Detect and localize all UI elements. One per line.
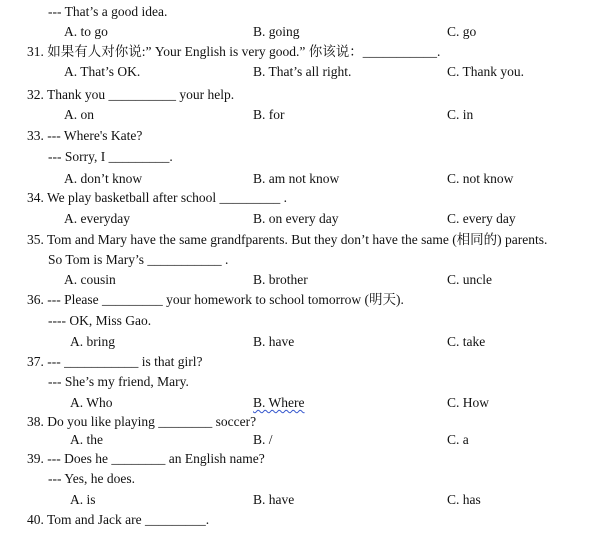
dialogue-line-36: ---- OK, Miss Gao.	[48, 313, 152, 328]
dialogue-line-33: --- Sorry, I _________.	[48, 149, 173, 164]
option-31-c: C. Thank you.	[447, 64, 524, 79]
option-30-b: B. going	[253, 24, 300, 39]
question-33: 33. --- Where's Kate?	[27, 128, 143, 143]
option-38-b: B. /	[253, 432, 273, 447]
question-38: 38. Do you like playing ________ soccer?	[27, 414, 257, 429]
question-34: 34. We play basketball after school _________ .	[27, 190, 287, 205]
option-39-c: C. has	[447, 492, 481, 507]
dialogue-line-30: --- That’s a good idea.	[48, 4, 168, 19]
question-36: 36. --- Please _________ your homework to school tomorrow (明天).	[27, 292, 404, 307]
question-37: 37. --- ___________ is that girl?	[27, 354, 203, 369]
dialogue-line-39: --- Yes, he does.	[48, 471, 135, 486]
option-33-a: A. don’t know	[64, 171, 143, 186]
question-39: 39. --- Does he ________ an English name?	[27, 451, 265, 466]
option-35-b: B. brother	[253, 272, 308, 287]
option-33-c: C. not know	[447, 171, 514, 186]
option-34-a: A. everyday	[64, 211, 130, 226]
option-30-c: C. go	[447, 24, 477, 39]
option-32-b: B. for	[253, 107, 285, 122]
option-38-c: C. a	[447, 432, 469, 447]
option-35-a: A. cousin	[64, 272, 116, 287]
option-34-c: C. every day	[447, 211, 516, 226]
option-34-b: B. on every day	[253, 211, 339, 226]
option-32-a: A. on	[64, 107, 94, 122]
option-35-c: C. uncle	[447, 272, 492, 287]
question-40: 40. Tom and Jack are _________.	[27, 512, 210, 527]
option-36-a: A. bring	[70, 334, 115, 349]
question-35: 35. Tom and Mary have the same grandfparents. But they don’t have the same (相同的) parents.	[27, 232, 548, 247]
option-31-a: A. That’s OK.	[64, 64, 141, 79]
question-31: 31. 如果有人对你说:” Your English is very good.” 你该说：___________.	[27, 44, 441, 59]
dialogue-line-37: --- She’s my friend, Mary.	[48, 374, 189, 389]
option-36-b: B. have	[253, 334, 295, 349]
option-39-b: B. have	[253, 492, 295, 507]
option-36-c: C. take	[447, 334, 486, 349]
question-35-line-2: So Tom is Mary’s ___________ .	[48, 252, 229, 267]
option-37-b: B. Where	[253, 395, 305, 410]
option-37-c: C. How	[447, 395, 490, 410]
option-30-a: A. to go	[64, 24, 108, 39]
option-32-c: C. in	[447, 107, 474, 122]
option-38-a: A. the	[70, 432, 103, 447]
option-37-a: A. Who	[70, 395, 113, 410]
option-39-a: A. is	[70, 492, 96, 507]
question-32: 32. Thank you __________ your help.	[27, 87, 235, 102]
option-33-b: B. am not know	[253, 171, 340, 186]
option-31-b: B. That’s all right.	[253, 64, 352, 79]
